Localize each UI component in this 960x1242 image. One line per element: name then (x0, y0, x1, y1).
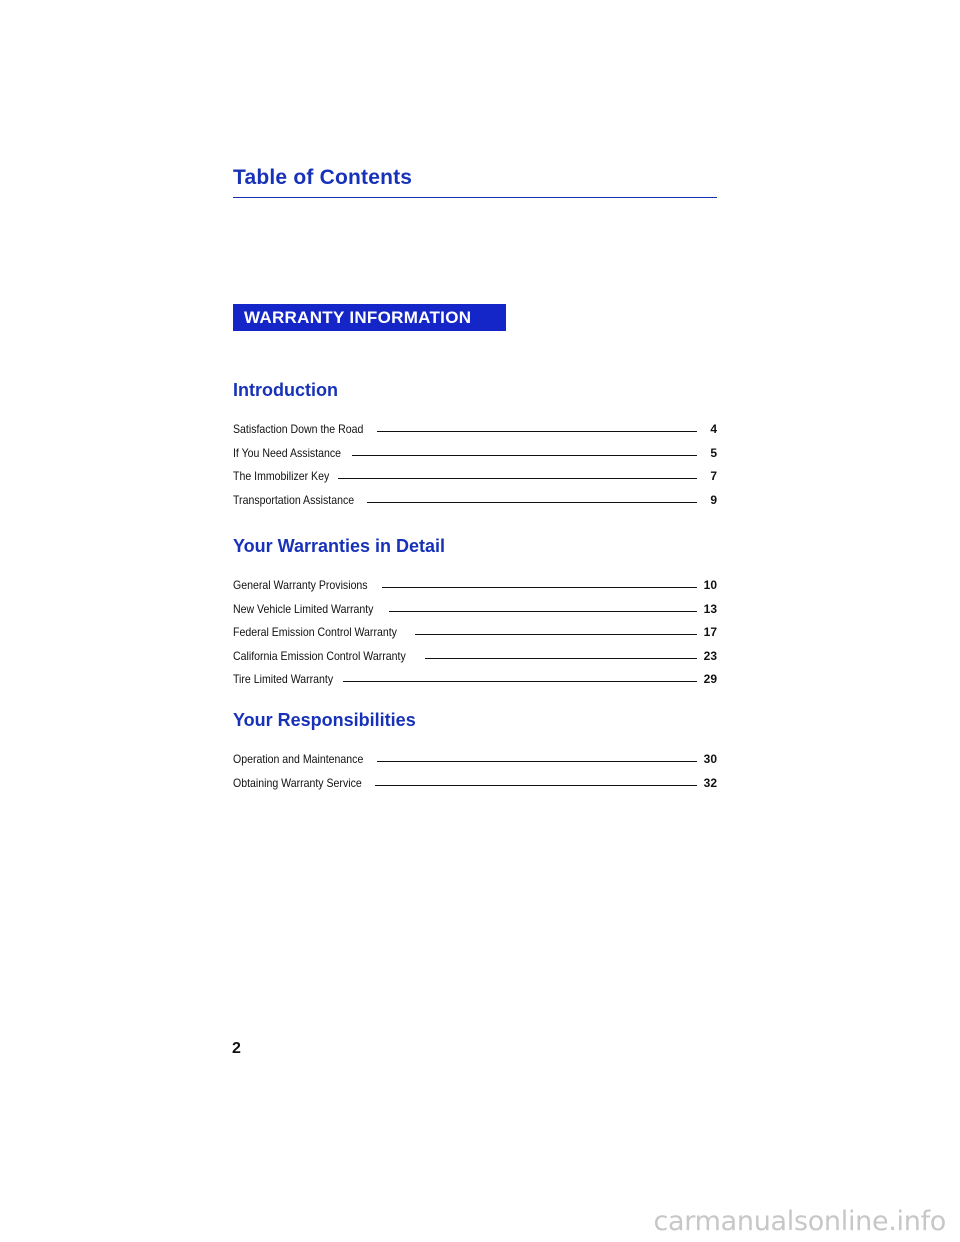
toc-leader-line (425, 658, 697, 659)
toc-section-your-responsibilities (233, 709, 717, 790)
toc-entry[interactable] (233, 743, 717, 766)
section-heading: Your Warranties in Detail (233, 536, 446, 556)
toc-entry-page: 13 (703, 601, 717, 616)
toc-entry-label: Transportation Assistance (233, 492, 355, 507)
toc-entry-page: 5 (710, 445, 717, 460)
toc-entry[interactable] (233, 569, 717, 592)
toc-entry-label: Operation and Maintenance (233, 752, 364, 767)
toc-entry-label: General Warranty Provisions (233, 578, 368, 593)
toc-entry[interactable] (233, 639, 717, 662)
toc-entry-label: If You Need Assistance (233, 445, 342, 460)
toc-entry-page: 29 (703, 671, 717, 686)
toc-entry[interactable] (233, 460, 717, 483)
toc-entry-page: 17 (703, 625, 717, 640)
toc-entry-page: 9 (710, 492, 717, 507)
toc-leader-line (377, 761, 697, 762)
toc-entry[interactable] (233, 436, 717, 459)
toc-entry-label: Obtaining Warranty Service (233, 775, 362, 790)
toc-leader-line (343, 681, 697, 682)
toc-entry-page: 23 (703, 648, 717, 663)
toc-leader-line (415, 634, 697, 635)
toc-leader-line (389, 611, 697, 612)
toc-leader-line (375, 785, 697, 786)
toc-entry[interactable] (233, 413, 717, 436)
toc-entry-page: 30 (703, 752, 717, 767)
toc-entry[interactable] (233, 663, 717, 686)
toc-leader-line (382, 587, 697, 588)
toc-entry-label: Federal Emission Control Warranty (233, 625, 397, 640)
toc-entry-page: 4 (710, 422, 717, 437)
section-heading: Your Responsibilities (233, 710, 416, 730)
toc-section-your-warranties-in-detail (233, 535, 717, 686)
toc-section-introduction (233, 379, 717, 507)
warranty-information-banner: WARRANTY INFORMATION (233, 304, 506, 331)
toc-entry[interactable] (233, 616, 717, 639)
page-title: Table of Contents (233, 166, 413, 189)
toc-entry-label: The Immobilizer Key (233, 469, 330, 484)
toc-entry-label: New Vehicle Limited Warranty (233, 601, 374, 616)
toc-entry-label: California Emission Control Warranty (233, 648, 406, 663)
toc-entry[interactable] (233, 592, 717, 615)
title-rule (233, 197, 717, 198)
watermark: carmanualsonline.info (653, 1206, 946, 1237)
toc-entry-label: Tire Limited Warranty (233, 671, 334, 686)
toc-leader-line (367, 502, 697, 503)
toc-entry[interactable] (233, 766, 717, 789)
page-number: 2 (232, 1040, 241, 1057)
toc-leader-line (338, 478, 697, 479)
toc-entry[interactable] (233, 483, 717, 506)
toc-leader-line (352, 455, 697, 456)
toc-entry-label: Satisfaction Down the Road (233, 422, 364, 437)
toc-entry-page: 32 (703, 775, 717, 790)
section-heading: Introduction (233, 380, 338, 400)
toc-entry-page: 10 (703, 578, 717, 593)
toc-leader-line (377, 431, 697, 432)
toc-entry-page: 7 (710, 469, 717, 484)
